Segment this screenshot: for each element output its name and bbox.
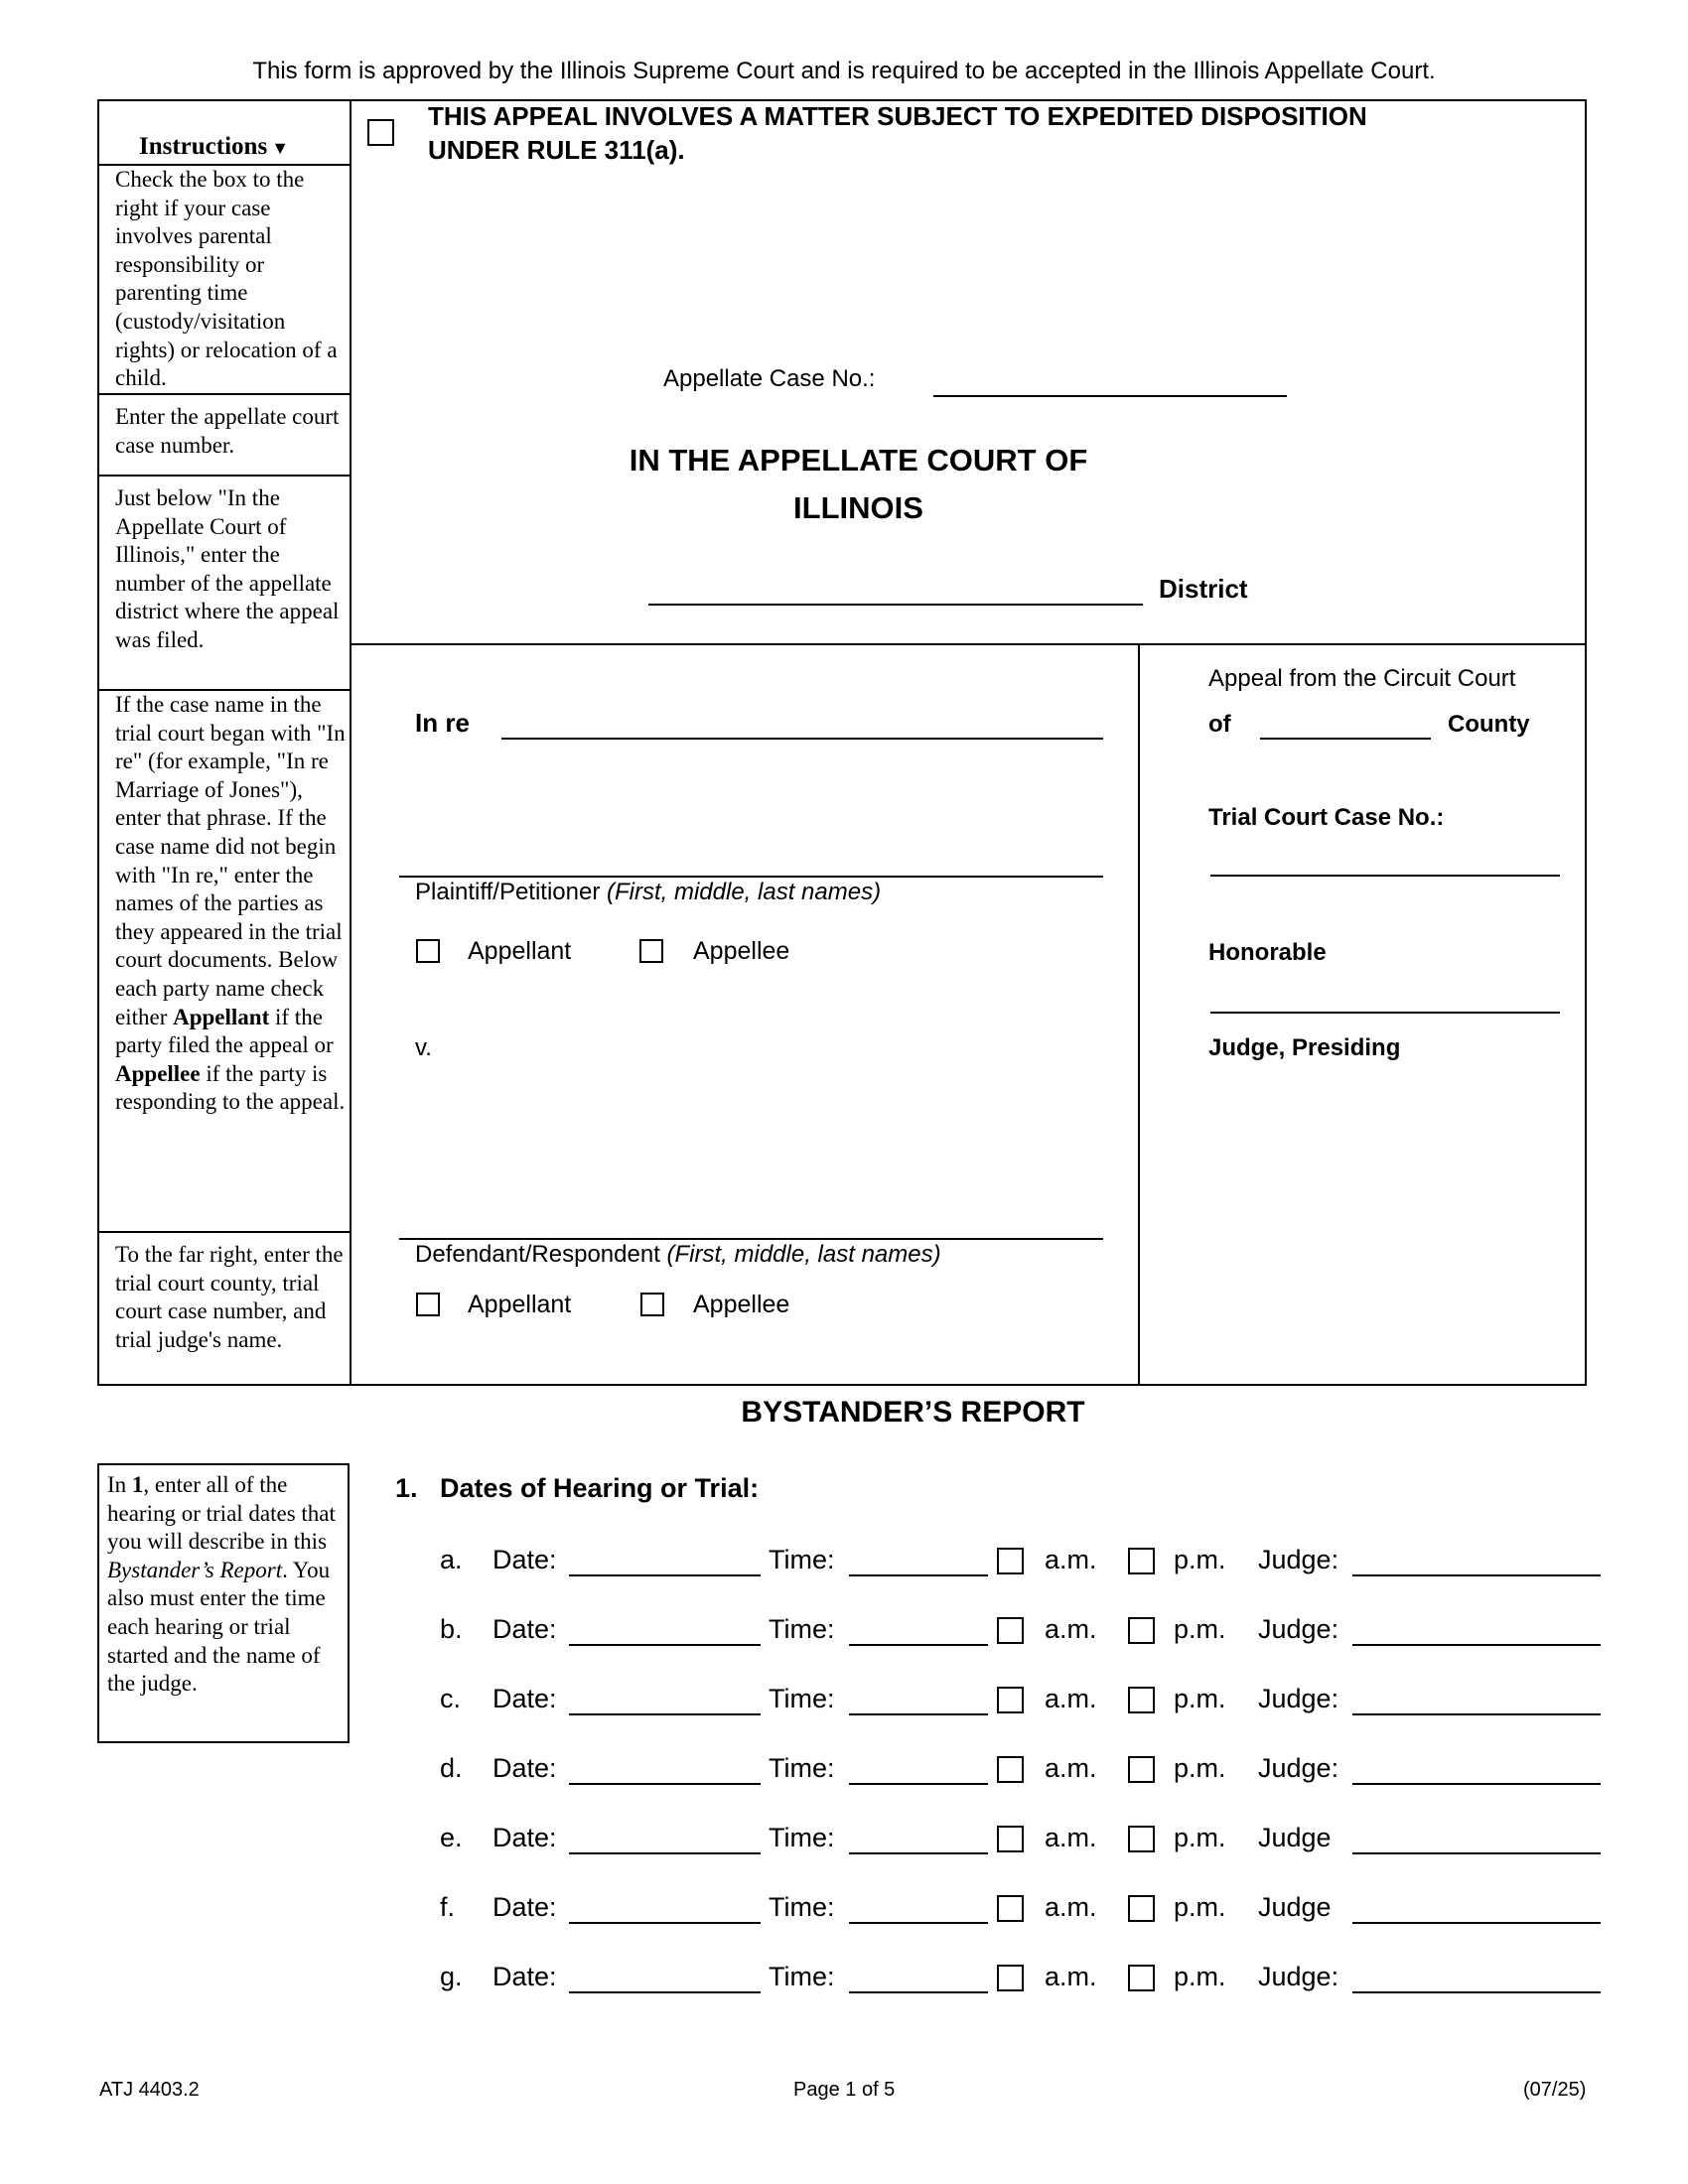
instruction-district: Just below "In the Appellate Court of Illinois," enter the number of the appellate district where the appeal was filed. (115, 485, 340, 652)
court-title: IN THE APPELLATE COURT OF (629, 443, 1088, 478)
hearing-am-label: a.m. (1045, 1753, 1097, 1783)
hearing-pm-checkbox[interactable] (1128, 1826, 1155, 1852)
hearing-judge-field[interactable] (1352, 1922, 1601, 1924)
hearing-time-label: Time: (769, 1753, 835, 1783)
judge-presiding-label: Judge, Presiding (1208, 1034, 1401, 1061)
instruction-case-number: Enter the appellate court case number. (115, 404, 340, 458)
hearing-pm-checkbox[interactable] (1128, 1617, 1155, 1644)
hearing-judge-label: Judge: (1258, 1614, 1339, 1644)
trial-case-no-label: Trial Court Case No.: (1208, 804, 1445, 831)
form-date: (07/25) (1523, 2079, 1587, 2101)
hearing-pm-label: p.m. (1174, 1962, 1226, 1991)
defendant-label: Defendant/Respondent (First, middle, last names) (415, 1241, 941, 1268)
hearing-date-label: Date: (492, 1823, 557, 1852)
section1-title: Dates of Hearing or Trial: (440, 1473, 760, 1503)
hearing-am-checkbox[interactable] (997, 1965, 1024, 1991)
district-label: District (1159, 574, 1248, 604)
hearing-date-label: Date: (492, 1962, 557, 1991)
hearing-time-field[interactable] (849, 1852, 988, 1854)
instruction-trial-court: To the far right, enter the trial court county, trial court case number, and trial judge's name. (115, 1242, 344, 1352)
plaintiff-appellant-label: Appellant (468, 937, 572, 965)
judge-name-field[interactable] (1210, 1012, 1560, 1014)
hearing-pm-checkbox[interactable] (1128, 1687, 1155, 1713)
hearing-judge-field[interactable] (1352, 1574, 1601, 1576)
hearing-date-label: Date: (492, 1892, 557, 1922)
triangle-down-icon: ▼ (271, 138, 290, 158)
hearing-row-letter: c. (440, 1684, 462, 1713)
plaintiff-appellant-checkbox[interactable] (416, 939, 440, 963)
court-title-state: ILLINOIS (793, 490, 923, 525)
hearing-row-letter: b. (440, 1614, 463, 1644)
hearing-judge-label: Judge (1258, 1823, 1332, 1852)
plaintiff-appellee-checkbox[interactable] (639, 939, 663, 963)
versus-label: v. (415, 1034, 432, 1061)
hearing-am-checkbox[interactable] (997, 1617, 1024, 1644)
plaintiff-appellee-label: Appellee (693, 937, 790, 965)
hearing-judge-label: Judge: (1258, 1684, 1339, 1713)
expedited-checkbox[interactable] (367, 119, 394, 146)
hearing-judge-field[interactable] (1352, 1991, 1601, 1993)
hearing-am-label: a.m. (1045, 1614, 1097, 1644)
defendant-appellant-label: Appellant (468, 1291, 572, 1318)
hearing-date-field[interactable] (569, 1713, 761, 1715)
hearing-time-field[interactable] (849, 1644, 988, 1646)
county-label: County (1448, 711, 1530, 738)
hearing-pm-checkbox[interactable] (1128, 1895, 1155, 1922)
hearing-am-label: a.m. (1045, 1684, 1097, 1713)
hearing-row-letter: g. (440, 1962, 463, 1991)
hearing-pm-checkbox[interactable] (1128, 1965, 1155, 1991)
hearing-date-label: Date: (492, 1614, 557, 1644)
hearing-am-label: a.m. (1045, 1892, 1097, 1922)
page-number: Page 1 of 5 (793, 2079, 896, 2101)
hearing-judge-field[interactable] (1352, 1783, 1601, 1785)
hearing-pm-label: p.m. (1174, 1684, 1226, 1713)
hearing-time-label: Time: (769, 1614, 835, 1644)
hearing-pm-checkbox[interactable] (1128, 1756, 1155, 1783)
expedited-line2: UNDER RULE 311(a). (428, 135, 685, 165)
report-title: BYSTANDER’S REPORT (741, 1396, 1085, 1429)
hearing-date-label: Date: (492, 1684, 557, 1713)
section1-number: 1. (395, 1473, 418, 1503)
instruction-parties: If the case name in the trial court began with "In re" (for example, "In re Marriage of Jones"), enter that phrase. If the case name did not begin with "In re," enter the names of the parties as they appeared in the trial court documents. Below each party name check either Appellant if the party filed the appeal or Appellee if the party is responding to the appeal. (115, 692, 346, 1115)
hearing-time-label: Time: (769, 1892, 835, 1922)
hearing-time-label: Time: (769, 1962, 835, 1991)
hearing-pm-label: p.m. (1174, 1753, 1226, 1783)
hearing-am-checkbox[interactable] (997, 1826, 1024, 1852)
hearing-date-field[interactable] (569, 1644, 761, 1646)
appeal-from-label: Appeal from the Circuit Court (1208, 665, 1516, 692)
instruction-hearings: In 1, enter all of the hearing or trial dates that you will describe in this Bystander’s Report. You also must enter the time each hearing or trial started and the name of the judge. (97, 1463, 350, 1743)
hearing-time-label: Time: (769, 1684, 835, 1713)
in-re-label: In re (415, 708, 470, 738)
hearing-time-field[interactable] (849, 1783, 988, 1785)
hearing-date-field[interactable] (569, 1574, 761, 1576)
district-field[interactable] (648, 604, 1143, 606)
hearing-time-field[interactable] (849, 1922, 988, 1924)
hearing-am-checkbox[interactable] (997, 1756, 1024, 1783)
defendant-appellee-checkbox[interactable] (640, 1293, 664, 1316)
hearing-am-checkbox[interactable] (997, 1548, 1024, 1574)
county-field[interactable] (1260, 738, 1431, 740)
hearing-am-label: a.m. (1045, 1962, 1097, 1991)
plaintiff-name-field[interactable] (399, 876, 1103, 878)
instructions-heading: Instructions ▼ (139, 133, 290, 160)
trial-case-no-field[interactable] (1210, 875, 1560, 877)
hearing-am-checkbox[interactable] (997, 1895, 1024, 1922)
form-id: ATJ 4403.2 (99, 2079, 200, 2101)
defendant-name-field[interactable] (399, 1238, 1103, 1240)
hearing-date-field[interactable] (569, 1852, 761, 1854)
hearing-date-field[interactable] (569, 1922, 761, 1924)
hearing-am-label: a.m. (1045, 1545, 1097, 1574)
hearing-date-label: Date: (492, 1545, 557, 1574)
hearing-am-label: a.m. (1045, 1823, 1097, 1852)
hearing-date-field[interactable] (569, 1991, 761, 1993)
hearing-time-field[interactable] (849, 1713, 988, 1715)
hearing-judge-label: Judge: (1258, 1545, 1339, 1574)
hearing-pm-checkbox[interactable] (1128, 1548, 1155, 1574)
hearing-judge-field[interactable] (1352, 1644, 1601, 1646)
hearing-time-field[interactable] (849, 1574, 988, 1576)
hearing-date-field[interactable] (569, 1783, 761, 1785)
hearing-judge-label: Judge: (1258, 1753, 1339, 1783)
hearing-row-letter: a. (440, 1545, 463, 1574)
hearing-row-letter: f. (440, 1892, 456, 1922)
hearing-judge-label: Judge: (1258, 1962, 1339, 1991)
defendant-appellee-label: Appellee (693, 1291, 790, 1318)
hearing-date-label: Date: (492, 1753, 557, 1783)
appellate-case-no-label: Appellate Case No.: (663, 365, 876, 392)
hearing-pm-label: p.m. (1174, 1614, 1226, 1644)
hearing-am-checkbox[interactable] (997, 1687, 1024, 1713)
hearing-time-field[interactable] (849, 1991, 988, 1993)
of-label: of (1208, 711, 1231, 738)
instruction-expedited: Check the box to the right if your case involves parental responsibility or parenting time (custody/visitation rights) or relocation of a child. (115, 167, 338, 391)
hearing-time-label: Time: (769, 1823, 835, 1852)
hearing-judge-field[interactable] (1352, 1852, 1601, 1854)
hearing-judge-label: Judge (1258, 1892, 1332, 1922)
hearing-row-letter: d. (440, 1753, 463, 1783)
defendant-appellant-checkbox[interactable] (416, 1293, 440, 1316)
expedited-line1: THIS APPEAL INVOLVES A MATTER SUBJECT TO EXPEDITED DISPOSITION (428, 101, 1367, 131)
hearing-row-letter: e. (440, 1823, 463, 1852)
in-re-field[interactable] (501, 738, 1103, 740)
hearing-time-label: Time: (769, 1545, 835, 1574)
honorable-label: Honorable (1208, 939, 1327, 966)
hearing-pm-label: p.m. (1174, 1823, 1226, 1852)
hearing-judge-field[interactable] (1352, 1713, 1601, 1715)
plaintiff-label: Plaintiff/Petitioner (First, middle, last names) (415, 879, 882, 905)
approval-notice: This form is approved by the Illinois Supreme Court and is required to be accepted in the Illinois Appellate Court. (252, 58, 1436, 84)
appellate-case-no-field[interactable] (933, 395, 1287, 397)
hearing-pm-label: p.m. (1174, 1545, 1226, 1574)
hearing-pm-label: p.m. (1174, 1892, 1226, 1922)
